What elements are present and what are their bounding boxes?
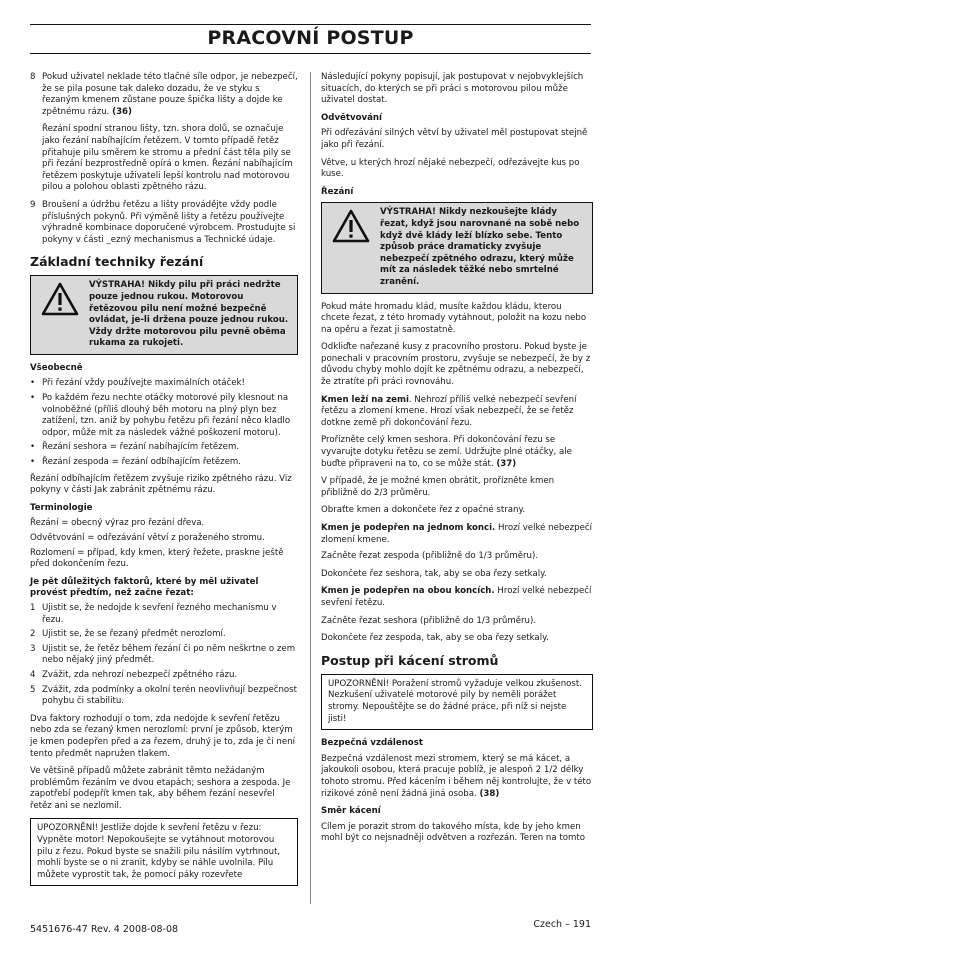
note-box-felling-experience: UPOZORNĚNÍ! Poražení stromů vyžaduje velkou zkušenost. Nezkušení uživatelé motorové pily by neměli porážet stromy. Nepouštějte se do žádné práce, při níž si nejste jisti! — [321, 674, 593, 730]
subheading-terminology: Terminologie — [30, 502, 93, 513]
warning-triangle-icon — [31, 280, 89, 350]
list-item: • Při řezání vždy používejte maximálních otáček! — [30, 378, 245, 389]
paragraph-limbing-2: Větve, u kterých hrozí nějaké nebezpečí, odřezávejte kus po kuse. — [321, 157, 580, 180]
paragraph-intro: Následující pokyny popisují, jak postupovat v nejobvyklejších situacích, do kterých se při práci s motorovou pilou může uživatel dostat. — [321, 72, 584, 106]
section-title-basic-cutting: Základní techniky řezání — [30, 254, 204, 270]
list-item: • Řezání zespoda = řezání odbíhajícím řetězem. — [30, 457, 242, 468]
factors-list — [30, 603, 298, 708]
term-limbing: Odvětvování = odřezávání větví z poraženého stromu. — [30, 533, 265, 543]
warning-box-one-hand — [30, 275, 298, 355]
section-title-felling: Postup při kácení stromů — [321, 652, 499, 668]
figure-ref-38: (38) — [479, 788, 500, 799]
term-cutting: Řezání = obecný výraz pro řezání dřeva. — [30, 518, 205, 529]
page-number: Czech – 191 — [533, 919, 591, 930]
paragraph-one-end-step1: Začněte řezat zespoda (přibližně do 1/3 průměru). — [321, 551, 539, 562]
subheading-cutting: Řezání — [321, 186, 354, 197]
figure-ref-37: (37) — [496, 458, 517, 469]
subheading-general: Všeobecně — [30, 362, 83, 373]
paragraph-cutting-underside: Řezání spodní stranou lišty, tzn. shora dolů, se označuje jako řezání nabíhajícím řetězem. V tomto případě řetěz přitahuje pilu směrem ke stromu a přední část těla pily se při řezání bezprostředně opírá o kmen. Řezání nabíhajícím řetězem poskytuje uživateli lepší kontrolu nad motorovou pilou a polohou oblasti zpětného rázu. — [42, 124, 293, 193]
paragraph-two-factors: Dva faktory rozhodují o tom, zda nedojde k sevření řetězu nebo zda se řezaný kmen nerozlomí: první je způsob, kterým je kmen podepřen před a za řezem, druhý je to, zda je či není tento předmět napružen tlakem. — [30, 713, 295, 759]
note-box-pinched-chain: UPOZORNĚNÍ! Jestliže dojde k sevření řetězu v řezu: Vypněte motor! Nepokoušejte se vytáhnout motorovou pilu z řezu. Pokud byste se snažili pilu násilím vytrhnout, mohli byste se o ni zranit, kdyby se náhle uvolnila. Pilu můžete vyprostit tak, že pomocí páky rozevřete — [30, 818, 298, 886]
warning-triangle-icon — [322, 207, 380, 288]
column-divider — [310, 72, 311, 904]
paragraph-both-ends-step2: Dokončete řez zespoda, tak, aby se oba řezy setkaly. — [321, 633, 549, 644]
warning-box-stacked-logs — [321, 202, 593, 293]
paragraph-log-pile: Pokud máte hromadu klád, musíte každou kládu, kterou chcete řezat, z této hromady vytáhnout, položit na kozu nebo na opěru a řezat ji samostatně. — [321, 301, 587, 335]
title-rule — [30, 53, 591, 54]
subheading-safe-distance: Bezpečná vzdálenost — [321, 738, 423, 749]
general-bullet-list — [30, 378, 298, 468]
paragraph-log-on-ground: Kmen leží na zemi. Nehrozí příliš velké nebezpečí sevření řetězu a zlomení kmene. Hrozí však nebezpečí, že se řetěz dotkne země při dokončování řezu. — [321, 394, 577, 428]
list-item: 2 Ujistit se, že se řezaný předmět nerozlomí. — [30, 629, 226, 640]
list-item: 4 Zvážit, zda nehrozí nebezpečí zpětného rázu. — [30, 669, 238, 680]
list-item-8: 8 Pokud uživatel neklade této tlačné síle odpor, je nebezpečí, že se pila posune tak daleko dozadu, že ve styku s řezaným kmenem zůstane pouze špička lišty a dojde ke zpětnému rázu. (36) — [30, 72, 298, 117]
list-item: 5 Zvážit, zda podmínky a okolní terén neovlivňují bezpečnost pohybu či stabilitu. — [30, 684, 298, 707]
list-item: • Řezání seshora = řezání nabíhajícím řetězem. — [30, 442, 240, 453]
figure-ref-36: (36) — [112, 106, 132, 117]
subheading-felling-direction: Směr kácení — [321, 806, 381, 817]
paragraph-supported-both-ends: Kmen je podepřen na obou koncích. Hrozí velké nebezpečí sevření řetězu. — [321, 586, 592, 608]
paragraph-one-end-step2: Dokončete řez seshora, tak, aby se oba řezy setkaly. — [321, 568, 547, 579]
paragraph-cut-through: Prořízněte celý kmen seshora. Při dokončování řezu se vyvarujte dotyku řetězu se zemí. Udržujte plné otáčky, ale buďte připraveni na to, co se může stát. (37) — [321, 435, 572, 469]
right-column — [321, 72, 593, 851]
factors-heading: Je pět důležitých faktorů, které by měl uživatel provést předtím, než začne řezat: — [30, 576, 259, 599]
page-title: PRACOVNÍ POSTUP — [207, 27, 414, 49]
list-item: • Po každém řezu nechte otáčky motorové pily klesnout na volnoběžné (příliš dlouhý běh motoru na plný plyn bez zatížení, tzn. aniž by pohybu řetězu při řezání něco kladlo odpor, může mít za následek vážné poškození motoru). — [30, 393, 291, 438]
paragraph-felling-direction: Cílem je porazit strom do takového místa, kde by jeho kmen mohl být co nejsnadněji odvětven a rozřezán. Teren na tomto — [321, 821, 585, 844]
paragraph-supported-one-end: Kmen je podepřen na jednom konci. Hrozí velké nebezpečí zlomení kmene. — [321, 523, 593, 545]
paragraph-most-cases: Ve většině případů můžete zabránit těmto nežádaným problémům řezáním ve dvou etapách; seshora a zespoda. Je zapotřebí podepřít kmen tak, aby během řezání nesevřel řetěz ani se nezlomil. — [30, 766, 291, 811]
list-item-9: 9 Broušení a údržbu řetězu a lišty provádějte vždy podle příslušných pokynů. Při výměně lišty a řetězu používejte výhradně kombinace doporučené výrobcem. Prostudujte si pokyny v části _ezný mechanismus a Technické údaje. — [30, 199, 296, 245]
term-splitting: Rozlomení = případ, kdy kmen, který řežete, praskne ještě před dokončením řezu. — [30, 547, 284, 570]
paragraph-clear-pieces: Odkliďte nařezané kusy z pracovního prostoru. Pokud byste je ponechali v pracovním prostoru, zvyšuje se nebezpečí, že by z důvodu chyby mohlo dojít ke zpětnému odrazu, a nebezpečí, že ztratíte při práci rovnováhu. — [321, 342, 591, 388]
list-item: 1 Ujistit se, že nedojde k sevření řezného mechanismu v řezu. — [30, 602, 277, 625]
paragraph-limbing-1: Při odřezávání silných větví by uživatel měl postupovat stejně jako při řezání. — [321, 128, 588, 150]
paragraph-turn-log: V případě, že je možné kmen obrátit, prořízněte kmen přibližně do 2/3 průměru. — [321, 476, 555, 498]
subheading-limbing: Odvětvování — [321, 112, 382, 123]
document-id: 5451676-47 Rev. 4 2008-08-08 — [30, 924, 179, 935]
paragraph-safe-distance: Bezpečná vzdálenost mezi stromem, který se má kácet, a jakoukoli osobou, která pracuje poblíž, je alespoň 2 1/2 délky tohoto stromu. Před kácením i během něj kontrolujte, že v této rizikové zóně není žádná jiná osoba. (38) — [321, 753, 592, 799]
paragraph-kickback-risk: Řezání odbíhajícím řetězem zvyšuje riziko zpětného rázu. Viz pokyny v části Jak zabránit zpětnému rázu. — [30, 473, 292, 496]
list-item: 3 Ujistit se, že řetěz během řezání či po něm neškrtne o zem nebo nějaký jiný předmět. — [30, 643, 296, 666]
paragraph-turn-finish: Obraťte kmen a dokončete řez z opačné strany. — [321, 505, 526, 516]
left-column — [30, 72, 298, 894]
warning-text: VÝSTRAHA! Nikdy nezkoušejte klády řezat, když jsou narovnané na sobě nebo když dvě klády leží blízko sebe. Tento způsob práce dramaticky zvyšuje nebezpečí zpětného odrazu, který může mít za následek těžké nebo smrtelné zranění. — [380, 207, 580, 287]
paragraph-both-ends-step1: Začněte řezat seshora (přibližně do 1/3 průměru). — [321, 615, 537, 626]
warning-text: VÝSTRAHA! Nikdy pilu při práci nedržte pouze jednou rukou. Motorovou řetězovou pilu není možné bezpečně ovládat, je-li držena pouze jednou rukou. Vždy držte motorovou pilu pevně oběma rukama za rukojeti. — [89, 280, 289, 349]
